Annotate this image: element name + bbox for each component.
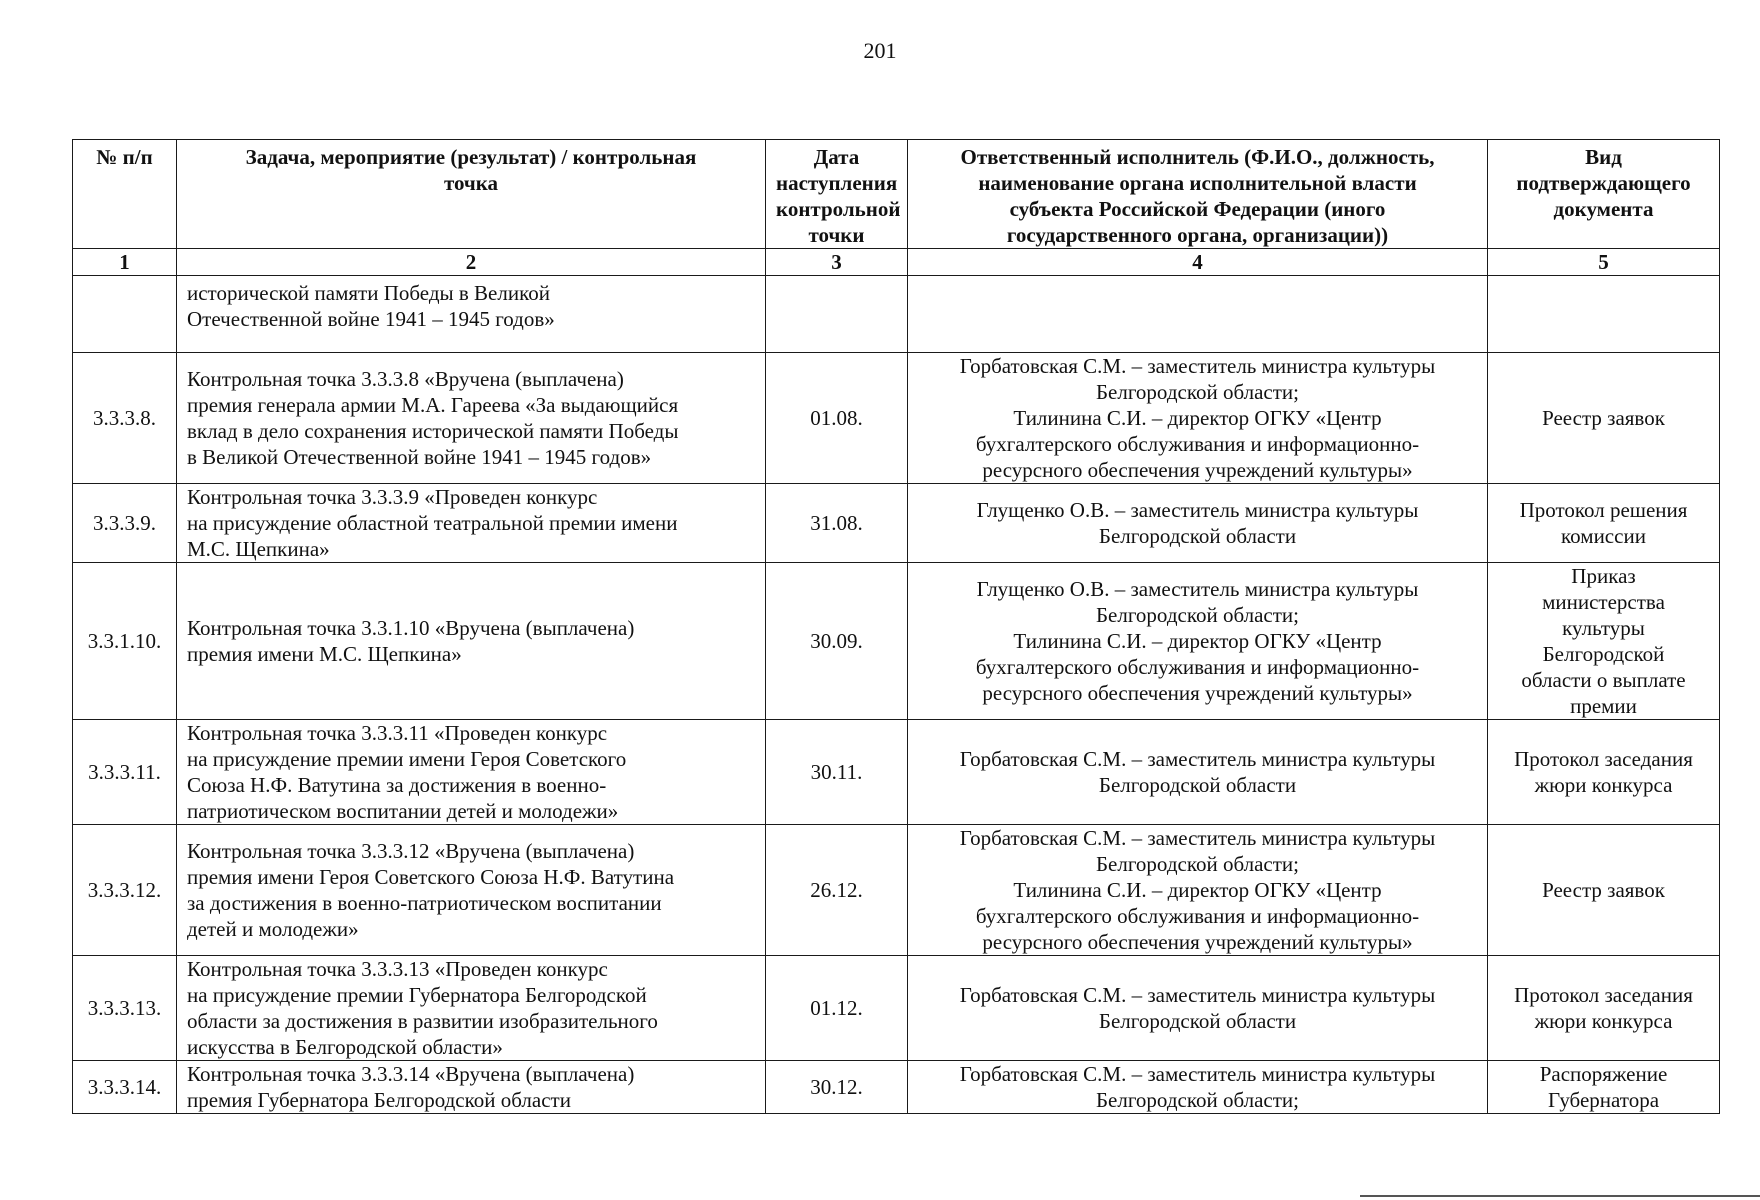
table-row — [73, 276, 1720, 353]
table-row — [73, 353, 1720, 484]
row-responsible — [908, 484, 1488, 563]
row-task-line: на присуждение областной театральной премии имени — [187, 511, 678, 535]
row-task — [177, 563, 766, 720]
control-points-table — [72, 139, 1720, 1114]
header-line: Вид — [1585, 145, 1622, 169]
row-responsible-line: Белгородской области; — [1095, 380, 1299, 404]
row-number: 3.3.3.9. — [73, 484, 177, 563]
header-task — [177, 140, 766, 249]
row-responsible-line: Белгородской области; — [1095, 603, 1299, 627]
page-number: 201 — [863, 38, 897, 63]
row-responsible-line: Белгородской области; — [1095, 1088, 1299, 1112]
row-task — [177, 956, 766, 1061]
header-line: субъекта Российской Федерации (иного — [1009, 197, 1386, 221]
header-line: № п/п — [96, 145, 153, 169]
row-document-line: министерства — [1542, 590, 1665, 614]
row-responsible-line: Глущенко О.В. – заместитель министра культуры — [976, 498, 1419, 522]
row-responsible — [908, 720, 1488, 825]
row-responsible-line: Белгородской области — [1098, 1009, 1297, 1033]
row-responsible-line: бухгалтерского обслуживания и информационно- — [975, 655, 1420, 679]
row-task — [177, 720, 766, 825]
row-document — [1488, 563, 1720, 720]
row-document-line: области о выплате — [1521, 668, 1686, 692]
header-line: точки — [808, 223, 865, 247]
row-responsible-line: бухгалтерского обслуживания и информационно- — [975, 904, 1420, 928]
row-responsible-line: Глущенко О.В. – заместитель министра культуры — [976, 577, 1419, 601]
table-row — [73, 484, 1720, 563]
row-document — [1488, 720, 1720, 825]
row-document-line: жюри конкурса — [1534, 1009, 1673, 1033]
row-task — [177, 484, 766, 563]
row-task-line: Контрольная точка 3.3.3.8 «Вручена (выплачена) — [187, 367, 624, 391]
row-number: 3.3.3.11. — [73, 720, 177, 825]
header-line: подтверждающего — [1516, 171, 1691, 195]
scan-artifact-line — [1360, 1195, 1760, 1197]
header-row — [73, 140, 1720, 249]
header-date — [766, 140, 908, 249]
row-task-line: Контрольная точка 3.3.3.13 «Проведен конкурс — [187, 957, 608, 981]
row-document-line: Приказ — [1571, 564, 1636, 588]
row-document — [1488, 956, 1720, 1061]
row-responsible-line: Горбатовская С.М. – заместитель министра культуры — [959, 1062, 1436, 1086]
row-task — [177, 825, 766, 956]
row-document — [1488, 825, 1720, 956]
row-task-line: Отечественной войне 1941 – 1945 годов» — [187, 307, 555, 331]
header-line: контрольной — [776, 197, 901, 221]
column-number: 1 — [73, 249, 177, 276]
row-responsible — [908, 1061, 1488, 1114]
row-task-line: премия имени Героя Советского Союза Н.Ф. Ватутина — [187, 865, 675, 889]
row-responsible-line: Горбатовская С.М. – заместитель министра культуры — [959, 826, 1436, 850]
column-number: 4 — [908, 249, 1488, 276]
row-document — [1488, 484, 1720, 563]
table-row — [73, 956, 1720, 1061]
header-line: Дата — [813, 145, 860, 169]
row-date — [766, 276, 908, 353]
row-responsible-line: Горбатовская С.М. – заместитель министра культуры — [959, 354, 1436, 378]
row-responsible — [908, 276, 1488, 353]
row-responsible — [908, 353, 1488, 484]
row-document-line: Белгородской — [1542, 642, 1665, 666]
row-number: 3.3.3.14. — [73, 1061, 177, 1114]
row-document — [1488, 353, 1720, 484]
row-document — [1488, 1061, 1720, 1114]
header-line: документа — [1553, 197, 1654, 221]
column-number: 2 — [177, 249, 766, 276]
row-document-line: премии — [1570, 694, 1637, 718]
row-task — [177, 1061, 766, 1114]
row-responsible-line: Тилинина С.И. – директор ОГКУ «Центр — [1013, 878, 1382, 902]
row-responsible-line: бухгалтерского обслуживания и информационно- — [975, 432, 1420, 456]
row-task-line: Контрольная точка 3.3.1.10 «Вручена (выплачена) — [187, 616, 635, 640]
row-responsible-line: Горбатовская С.М. – заместитель министра культуры — [959, 983, 1436, 1007]
column-number-row — [73, 249, 1720, 276]
table-row — [73, 825, 1720, 956]
row-responsible-line: Белгородской области — [1098, 524, 1297, 548]
row-document-line: Реестр заявок — [1542, 878, 1665, 902]
row-task-line: Контрольная точка 3.3.3.11 «Проведен конкурс — [187, 721, 608, 745]
row-date: 30.12. — [766, 1061, 908, 1114]
row-task-line: М.С. Щепкина» — [187, 537, 330, 561]
row-document-line: культуры — [1562, 616, 1645, 640]
row-task-line: Контрольная точка 3.3.3.12 «Вручена (выплачена) — [187, 839, 635, 863]
row-responsible-line: Горбатовская С.М. – заместитель министра культуры — [959, 747, 1436, 771]
header-responsible — [908, 140, 1488, 249]
row-responsible — [908, 825, 1488, 956]
row-task — [177, 353, 766, 484]
row-document — [1488, 276, 1720, 353]
header-line: государственного органа, организации)) — [1006, 223, 1389, 247]
row-document-line: Реестр заявок — [1542, 406, 1665, 430]
row-date: 01.08. — [766, 353, 908, 484]
row-responsible-line: ресурсного обеспечения учреждений культуры» — [982, 458, 1413, 482]
row-date: 30.09. — [766, 563, 908, 720]
header-line: точка — [443, 171, 499, 195]
header-document — [1488, 140, 1720, 249]
row-document-line: Протокол заседания — [1514, 983, 1693, 1007]
row-document-line: жюри конкурса — [1534, 773, 1673, 797]
row-number: 3.3.3.12. — [73, 825, 177, 956]
table-row — [73, 1061, 1720, 1114]
row-task-line: премия генерала армии М.А. Гареева «За выдающийся — [187, 393, 679, 417]
row-number: 3.3.3.13. — [73, 956, 177, 1061]
header-line: Ответственный исполнитель (Ф.И.О., должность, — [960, 145, 1435, 169]
row-task-line: за достижения в военно-патриотическом воспитании — [187, 891, 662, 915]
row-responsible-line: ресурсного обеспечения учреждений культуры» — [982, 681, 1413, 705]
column-number: 3 — [766, 249, 908, 276]
table-row — [73, 720, 1720, 825]
row-number: 3.3.1.10. — [73, 563, 177, 720]
row-number: 3.3.3.8. — [73, 353, 177, 484]
header-line: наступления — [776, 171, 898, 195]
row-responsible-line: Белгородской области; — [1095, 852, 1299, 876]
row-task-line: премия Губернатора Белгородской области — [187, 1088, 571, 1112]
row-task-line: на присуждение премии Губернатора Белгородской — [187, 983, 647, 1007]
row-document-line: Протокол заседания — [1514, 747, 1693, 771]
header-line: Задача, мероприятие (результат) / контрольная — [245, 145, 697, 169]
header-number — [73, 140, 177, 249]
row-document-line: Распоряжение — [1539, 1062, 1668, 1086]
row-responsible-line: ресурсного обеспечения учреждений культуры» — [982, 930, 1413, 954]
row-task-line: Контрольная точка 3.3.3.9 «Проведен конкурс — [187, 485, 598, 509]
row-task — [177, 276, 766, 353]
column-number: 5 — [1488, 249, 1720, 276]
row-document-line: Губернатора — [1547, 1088, 1660, 1112]
row-task-line: искусства в Белгородской области» — [187, 1035, 503, 1059]
row-task-line: патриотическом воспитании детей и молодежи» — [187, 799, 619, 823]
row-task-line: премия имени М.С. Щепкина» — [187, 642, 462, 666]
row-task-line: в Великой Отечественной войне 1941 – 1945 годов» — [187, 445, 652, 469]
row-task-line: на присуждение премии имени Героя Советского — [187, 747, 627, 771]
row-task-line: Контрольная точка 3.3.3.14 «Вручена (выплачена) — [187, 1062, 635, 1086]
row-task-line: исторической памяти Победы в Великой — [187, 281, 550, 305]
row-responsible-line: Тилинина С.И. – директор ОГКУ «Центр — [1013, 629, 1382, 653]
header-line: наименование органа исполнительной власти — [978, 171, 1417, 195]
row-date: 01.12. — [766, 956, 908, 1061]
row-number — [73, 276, 177, 353]
row-responsible-line: Белгородской области — [1098, 773, 1297, 797]
row-task-line: Союза Н.Ф. Ватутина за достижения в военно- — [187, 773, 607, 797]
row-date: 26.12. — [766, 825, 908, 956]
row-task-line: детей и молодежи» — [187, 917, 359, 941]
row-responsible-line: Тилинина С.И. – директор ОГКУ «Центр — [1013, 406, 1382, 430]
table-row — [73, 563, 1720, 720]
row-date: 31.08. — [766, 484, 908, 563]
row-date: 30.11. — [766, 720, 908, 825]
row-responsible — [908, 563, 1488, 720]
row-document-line: Протокол решения — [1519, 498, 1688, 522]
row-responsible — [908, 956, 1488, 1061]
row-task-line: вклад в дело сохранения исторической памяти Победы — [187, 419, 679, 443]
row-document-line: комиссии — [1561, 524, 1646, 548]
row-task-line: области за достижения в развитии изобразительного — [187, 1009, 658, 1033]
